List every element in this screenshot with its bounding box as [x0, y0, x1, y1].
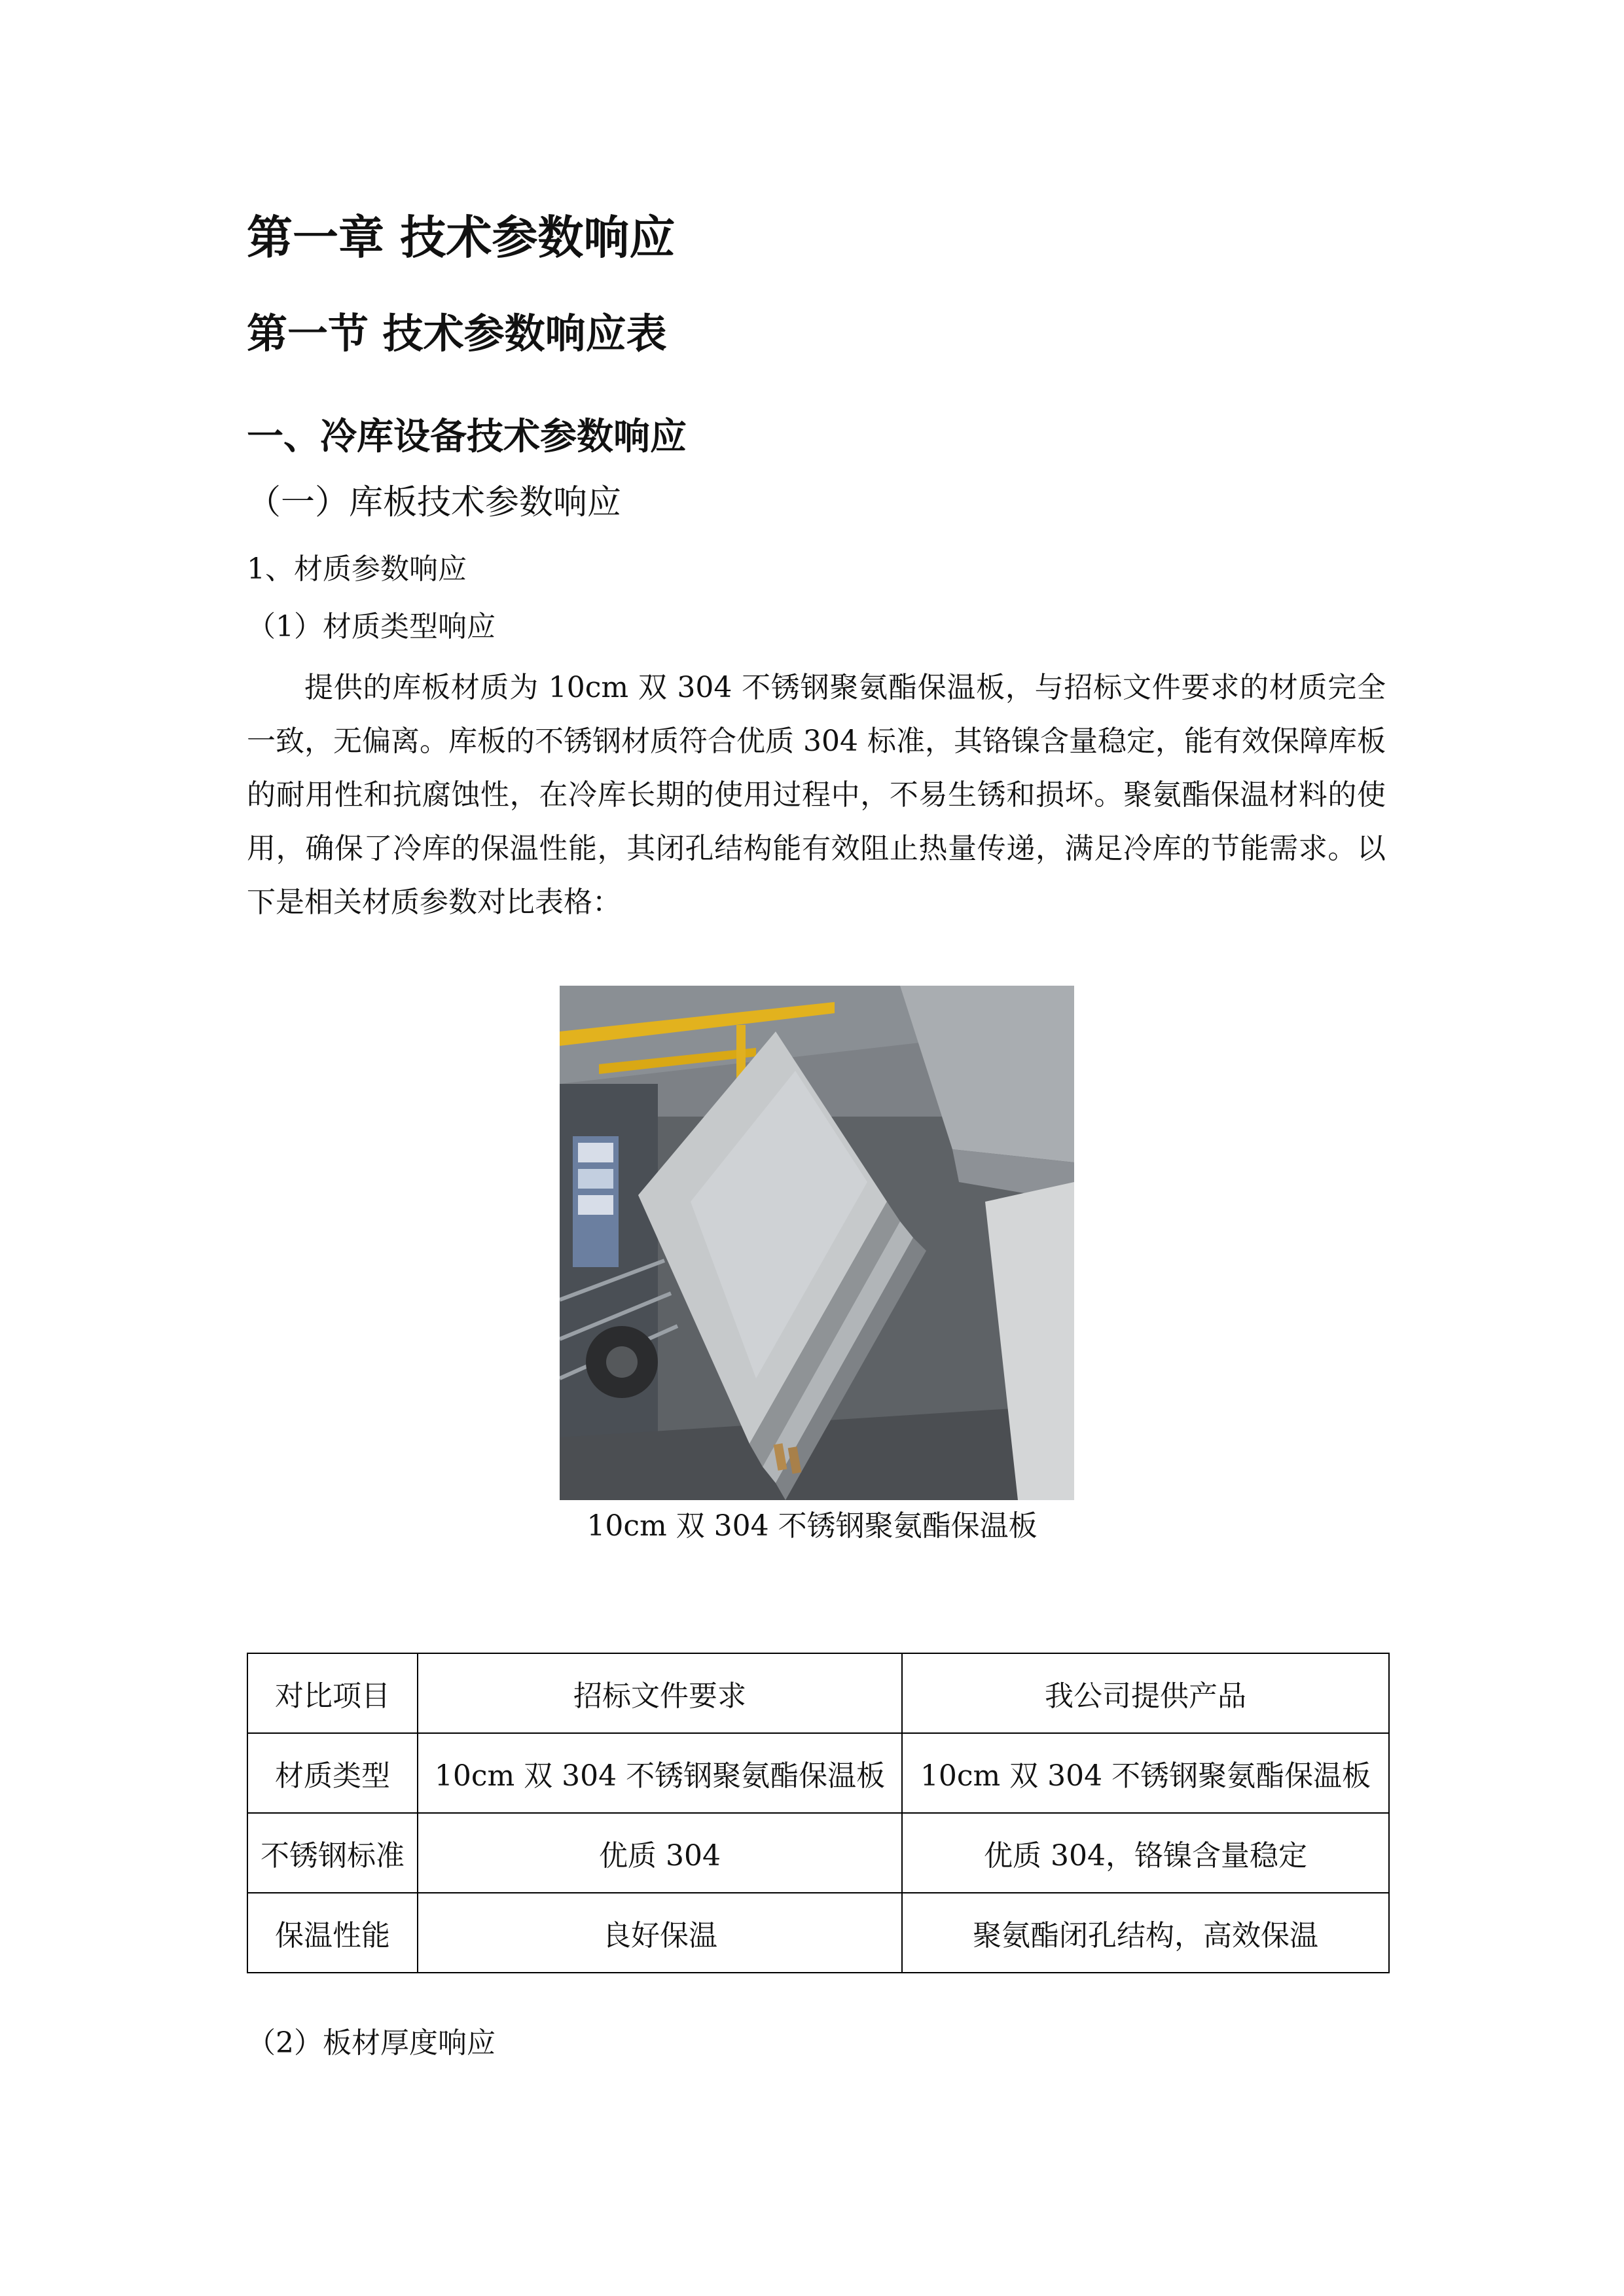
table-cell: 不锈钢标准 [247, 1813, 418, 1893]
part-title: 一、冷库设备技术参数响应 [247, 416, 687, 458]
table-cell: 良好保温 [418, 1893, 902, 1973]
section-title: 第一节 技术参数响应表 [247, 310, 667, 357]
chapter-title: 第一章 技术参数响应 [247, 211, 676, 264]
item-title: 1、材质参数响应 [247, 552, 467, 586]
subpart-title: （一）库板技术参数响应 [247, 483, 622, 522]
product-photo [560, 986, 1074, 1500]
next-item-title: （2）板材厚度响应 [247, 2026, 496, 2060]
table-row [247, 1813, 1389, 1893]
table-header-cell: 我公司提供产品 [902, 1653, 1389, 1733]
table-cell: 10cm 双 304 不锈钢聚氨酯保温板 [902, 1733, 1389, 1813]
table-cell: 材质类型 [247, 1733, 418, 1813]
comparison-table [247, 1653, 1390, 1973]
table-cell: 优质 304 [418, 1813, 902, 1893]
table-cell: 聚氨酯闭孔结构，高效保温 [902, 1893, 1389, 1973]
table-cell: 10cm 双 304 不锈钢聚氨酯保温板 [418, 1733, 902, 1813]
table-row [247, 1733, 1389, 1813]
figure-caption: 10cm 双 304 不锈钢聚氨酯保温板 [586, 1509, 1038, 1543]
table-header-cell: 对比项目 [247, 1653, 418, 1733]
table-header-cell: 招标文件要求 [418, 1653, 902, 1733]
body-paragraph: 提供的库板材质为 10cm 双 304 不锈钢聚氨酯保温板，与招标文件要求的材质完全一致，无偏离。库板的不锈钢材质符合优质 304 标准，其铬镍含量稳定，能有效保障库板的耐用性和抗腐蚀性，在冷库长期的使用过程中，不易生锈和损坏。聚氨酯保温材料的使用，确保了冷库的保温性能，其闭孔结构能有效阻止热量传递，满足冷库的节能需求。以下是相关材质参数对比表格： [247, 671, 1386, 919]
subitem-title: （1）材质类型响应 [247, 610, 496, 643]
table-header-row [247, 1653, 1389, 1733]
table-cell: 保温性能 [247, 1893, 418, 1973]
table-row [247, 1893, 1389, 1973]
table-cell: 优质 304，铬镍含量稳定 [902, 1813, 1389, 1893]
